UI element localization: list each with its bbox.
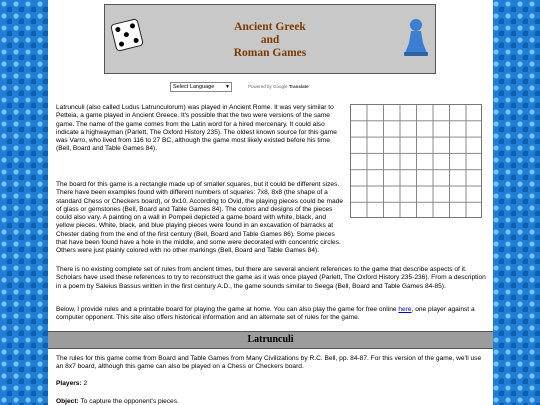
site-title-line2: and bbox=[260, 34, 280, 46]
object-line bbox=[56, 398, 486, 405]
site-title-line1: Ancient Greek bbox=[234, 21, 306, 33]
pawn-icon bbox=[403, 17, 429, 57]
object-label: Object: bbox=[56, 398, 79, 405]
site-banner[interactable] bbox=[104, 4, 436, 74]
language-select-value: Select Language bbox=[173, 84, 215, 90]
players-value: 2 bbox=[83, 380, 88, 387]
content-page bbox=[48, 0, 493, 405]
intro-paragraph-1: Latrunculi (also called Ludus Latrunculorum) was played in Ancient Rome. It was very similar to Petteia, a game played in Ancient Greece. It's possible that the two were versions of the same game. The name of the game comes from the Latin word for a hired mercenary. It could also indicate a highwayman (Parlett, The Oxford History 235). The oldest known source for this game was Varro, who lived from 116 to 27 BC, although the game most likely existed before his time (Bell, Board and Table Games 84). bbox=[56, 104, 337, 153]
players-label: Players: bbox=[56, 380, 82, 387]
chevron-down-icon: ▼ bbox=[225, 84, 230, 90]
site-title bbox=[205, 21, 335, 60]
object-value: To capture the opponent's pieces. bbox=[80, 398, 179, 405]
intro-paragraph-2: The board for this game is a rectangle made up of smaller squares, but it could be different sizes. There have been examples found with different numbers of squares: 7x8, 8x8 (the shape of a standard Chess or Checkers board), or 9x10. According to Ovid, the playing pieces could be made of glass or gemstones (Bell, Board and Table Games 84). The colors and designs of the pieces could also vary. A painting on a wall in Pompeii depicted a game board with white, black, and yellow pieces. White, black, and blue playing pieces were found in an excavation of barracks at Chester dating from the end of the first century (Bell, Board and Table Games 86). Some pieces that have been found have a hole in the middle, and some were decorated with concentric circles. Others were just plainly colored with no other markings (Bell, Board and Table Games 84). bbox=[56, 181, 343, 255]
section-heading: Latrunculi bbox=[48, 331, 493, 349]
latrunculi-board-image bbox=[350, 104, 482, 218]
powered-by-text: Powered by bbox=[248, 84, 272, 89]
google-translate-credit[interactable] bbox=[248, 84, 309, 89]
rules-paragraph: The rules for this game come from Board and Table Games from Many Civilizations by R.C. Bell, pp. 84-87. For this version of the game, we'll use an 8x7 board, although this game can also be played on a Chess or Checkers board. bbox=[56, 355, 482, 371]
translate-link-text: Translate bbox=[288, 84, 309, 89]
intro-paragraph-4-start: Below, I provide rules and a printable board for playing the game at home. You can also play the game for free online bbox=[56, 306, 399, 313]
site-title-line3: Roman Games bbox=[233, 47, 307, 59]
players-line bbox=[56, 380, 486, 388]
language-select[interactable] bbox=[170, 82, 232, 92]
intro-paragraph-4-end: , one player against a computer opponent. This site also offers historical information and an alternate set of rules for the game. bbox=[56, 306, 475, 322]
intro-paragraph-4 bbox=[56, 306, 486, 323]
play-online-link[interactable]: here bbox=[398, 306, 412, 313]
intro-paragraph-3: There is no existing complete set of rules from ancient times, but there are several ancient references to the game that describe aspects of it. Scholars have used these references to try to reconstruct the game as it was once played (Parlett, The Oxford History 235-236). From a description in a poem by Saleius Bassus written in the first century A.D., the game sounds similar to Seega (Bell, Board and Table Games 84-85). bbox=[56, 266, 486, 290]
google-logo-text: Google bbox=[273, 84, 288, 89]
die-icon bbox=[110, 18, 144, 52]
